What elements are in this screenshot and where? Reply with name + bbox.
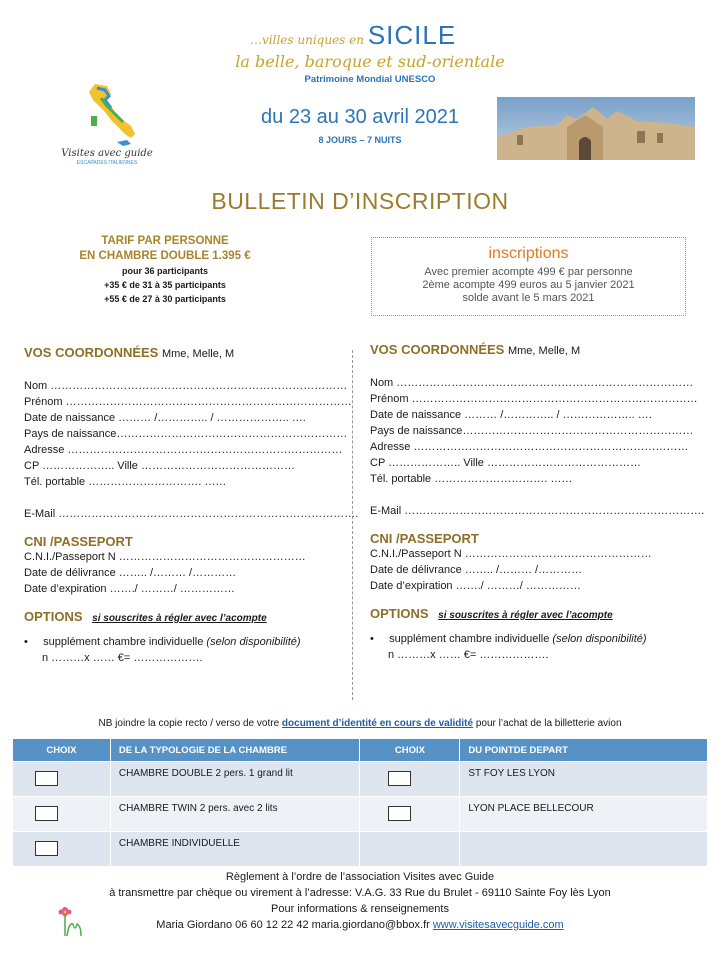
tarif-line3: pour 36 participants (121, 266, 209, 276)
subtitle: la belle, baroque et sud-orientale (235, 52, 505, 71)
tel-field[interactable]: Tél. portable …………………………. …… (370, 473, 573, 485)
header-choix-depart: CHOIX (360, 739, 460, 762)
email-field[interactable]: E-Mail ………………………………………………………………………. (24, 508, 359, 520)
choice-table (12, 738, 708, 867)
inscriptions-box (371, 237, 686, 316)
table-row (13, 762, 708, 797)
tarif-line4: +35 € de 31 à 35 participants (104, 280, 226, 290)
footer-address: à transmettre par chèque ou virement à l’adresse: V.A.G. 33 Rue du Brulet - 69110 Sainte Foy lès Lyon (109, 887, 611, 899)
prenom-field[interactable]: Prénom …………………………………………………………………… (370, 393, 698, 405)
options-title: OPTIONS (370, 606, 429, 621)
depart-stfoy-checkbox[interactable] (388, 771, 411, 786)
expiration-field[interactable]: Date d’expiration ……./ ………/ …………… (24, 583, 235, 595)
svg-text:Visites avec guide: Visites avec guide (61, 148, 153, 159)
cp-field[interactable]: CP ……………….. Ville …………………………………… (370, 457, 641, 469)
depart-label: ST FOY LES LYON (460, 762, 708, 797)
table-row (13, 797, 708, 832)
naissance-field[interactable]: Date de naissance ……… /………….. / ……………….. …. (370, 409, 652, 421)
nb-link[interactable]: document d’identité en cours de validité (281, 718, 474, 729)
pays-field[interactable]: Pays de naissance……………………………………………………… (24, 428, 348, 440)
unesco-label: Patrimoine Mondial UNESCO (304, 74, 436, 85)
cp-field[interactable]: CP ……………….. Ville …………………………………… (24, 460, 295, 472)
prenom-field[interactable]: Prénom …………………………………………………………………… (24, 396, 352, 408)
room-label: CHAMBRE INDIVIDUELLE (110, 832, 360, 867)
adresse-field[interactable]: Adresse ………………………………………………………………… (24, 444, 343, 456)
table-row (13, 832, 708, 867)
room-label: CHAMBRE TWIN 2 pers. avec 2 lits (110, 797, 360, 832)
church-photo (497, 97, 695, 160)
cni-field[interactable]: C.N.I./Passeport N …………………………………………… (24, 551, 306, 563)
coord-sub: Mme, Melle, M (161, 348, 235, 360)
depart-bellecour-checkbox[interactable] (388, 806, 411, 821)
options-heading (24, 609, 344, 624)
header-choix-room: CHOIX (13, 739, 111, 762)
cni-heading: CNI /PASSEPORT (24, 534, 133, 549)
cni-field[interactable]: C.N.I./Passeport N …………………………………………… (370, 548, 652, 560)
table-header-row (13, 739, 708, 762)
header-depart: DU POINTDE DEPART (460, 739, 708, 762)
depart-label: LYON PLACE BELLECOUR (460, 797, 708, 832)
tarif-line2: EN CHAMBRE DOUBLE 1.395 € (79, 250, 251, 262)
trip-duration: 8 JOURS – 7 NUITS (318, 135, 402, 145)
delivrance-field[interactable]: Date de délivrance …….. /……… /………… (24, 567, 237, 579)
room-label: CHAMBRE DOUBLE 2 pers. 1 grand lit (110, 762, 360, 797)
room-individuelle-checkbox[interactable] (35, 841, 58, 856)
room-twin-checkbox[interactable] (35, 806, 58, 821)
supp-count-field[interactable]: n ………x …… €= ………………. (42, 652, 203, 664)
sicile-title: SICILE (367, 20, 457, 50)
tagline (250, 20, 510, 51)
options-sub: si souscrites à régler avec l’acompte (92, 613, 267, 624)
column-divider (352, 350, 353, 700)
nb-note (0, 718, 720, 729)
depart-label (460, 832, 708, 867)
header-room-type: DE LA TYPOLOGIE DE LA CHAMBRE (110, 739, 360, 762)
italy-logo-icon (55, 80, 165, 170)
nom-field[interactable]: Nom ……………………………………………………………………… (24, 380, 348, 392)
trip-dates: du 23 au 30 avril 2021 (261, 106, 459, 128)
contact-text: Maria Giordano 06 60 12 22 42 maria.giordano@bbox.fr (156, 919, 430, 931)
coord-title: VOS COORDONNÉES (370, 342, 505, 357)
options-heading (370, 606, 700, 621)
supp-item: • supplément chambre individuelle (selon disponibilité) (370, 633, 647, 645)
tarif-line1: TARIF PAR PERSONNE (101, 235, 229, 247)
tagline-pre: …villes uniques en (250, 33, 364, 47)
form-right (370, 342, 705, 663)
naissance-field[interactable]: Date de naissance ……… /………….. / ……………….. …. (24, 412, 306, 424)
tarif-line5: +55 € de 27 à 30 participants (104, 294, 226, 304)
inscriptions-line2: 2ème acompte 499 euros au 5 janvier 2021 (422, 279, 635, 291)
supp-label: supplément chambre individuelle (389, 633, 550, 645)
nb-pre: NB joindre la copie recto / verso de votre (98, 718, 280, 729)
tel-field[interactable]: Tél. portable …………………………. …… (24, 476, 227, 488)
supp-label: supplément chambre individuelle (43, 636, 204, 648)
pays-field[interactable]: Pays de naissance……………………………………………………… (370, 425, 694, 437)
adresse-field[interactable]: Adresse ………………………………………………………………… (370, 441, 689, 453)
svg-text:ESCAPADES ITALIENNES: ESCAPADES ITALIENNES (76, 160, 138, 166)
expiration-field[interactable]: Date d’expiration ……./ ………/ …………… (370, 580, 581, 592)
inscriptions-heading: inscriptions (488, 245, 569, 262)
footer-contact (0, 919, 720, 931)
cni-heading: CNI /PASSEPORT (370, 531, 479, 546)
options-sub: si souscrites à régler avec l’acompte (438, 610, 613, 621)
supp-count-field[interactable]: n ………x …… €= ………………. (388, 649, 549, 661)
inscriptions-line1: Avec premier acompte 499 € par personne (424, 266, 633, 278)
supp-italic: (selon disponibilité) (206, 636, 301, 648)
options-title: OPTIONS (24, 609, 83, 624)
email-field[interactable]: E-Mail ………………………………………………………………………. (370, 505, 705, 517)
footer-reglement: Règlement à l’ordre de l’association Visites avec Guide (225, 871, 495, 883)
coord-heading (24, 345, 344, 360)
supp-italic: (selon disponibilité) (552, 633, 647, 645)
coord-heading (370, 342, 700, 357)
page-title: BULLETIN D’INSCRIPTION (211, 188, 509, 214)
flower-icon (55, 902, 85, 940)
inscriptions-line3: solde avant le 5 mars 2021 (462, 292, 595, 304)
form-left (24, 345, 359, 666)
nom-field[interactable]: Nom ……………………………………………………………………… (370, 377, 694, 389)
nb-post: pour l’achat de la billetterie avion (475, 718, 622, 729)
delivrance-field[interactable]: Date de délivrance …….. /……… /………… (370, 564, 583, 576)
website-link[interactable]: www.visitesavecguide.com (432, 919, 564, 931)
tarif-block (40, 234, 290, 306)
footer-info: Pour informations & renseignements (271, 903, 449, 915)
supp-item: • supplément chambre individuelle (selon disponibilité) (24, 636, 301, 648)
coord-title: VOS COORDONNÉES (24, 345, 159, 360)
room-double-checkbox[interactable] (35, 771, 58, 786)
coord-sub: Mme, Melle, M (507, 345, 581, 357)
